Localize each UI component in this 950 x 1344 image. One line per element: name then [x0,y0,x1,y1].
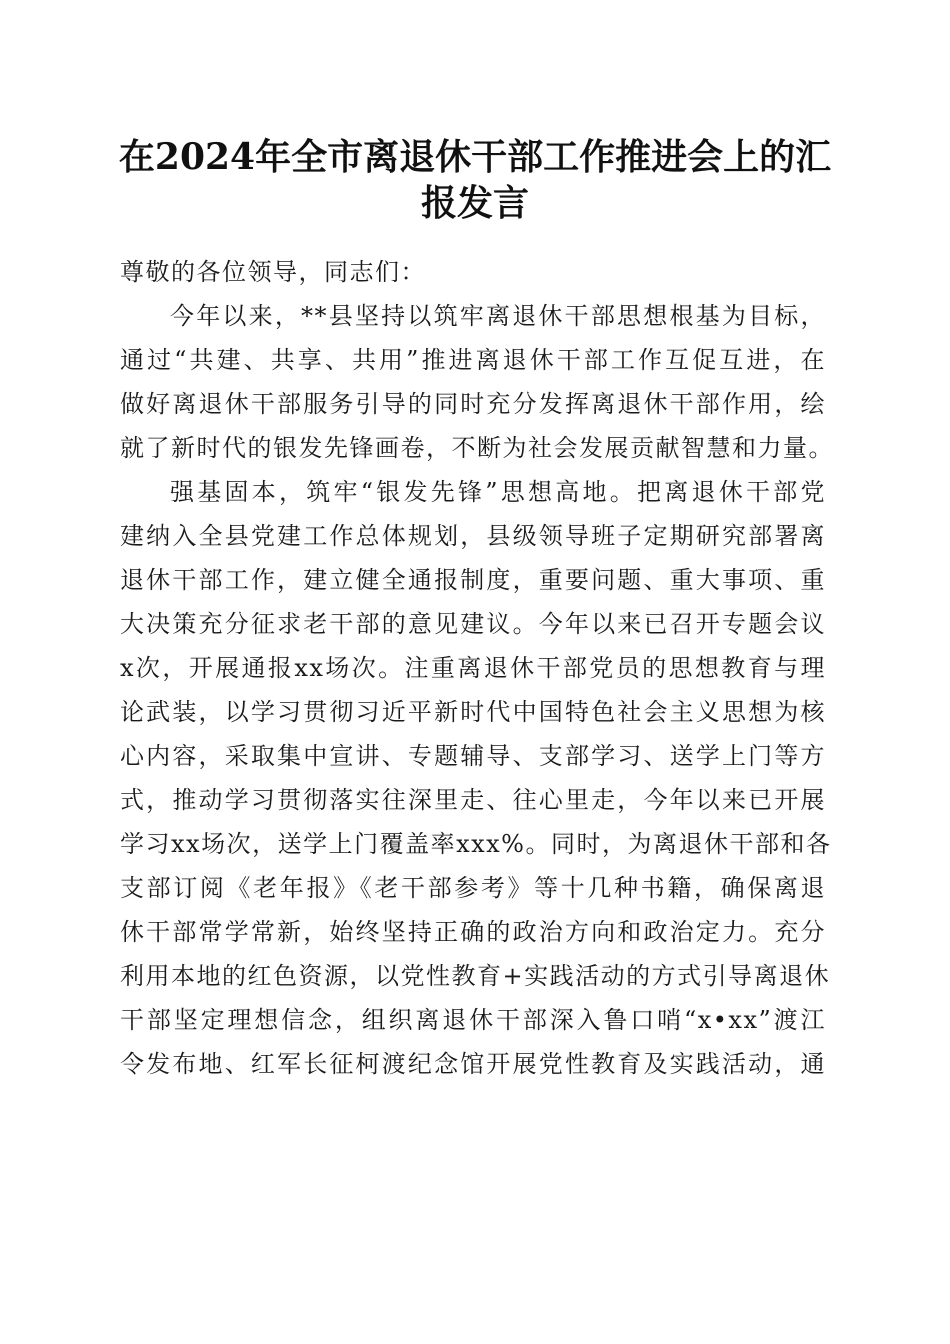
paragraph-line: 式，推动学习贯彻落实往深里走、往心里走，今年以来已开展 [120,786,826,814]
title-line-1: 在2024年全市离退休干部工作推进会上的汇 [118,136,832,178]
salutation: 尊敬的各位领导，同志们： [120,258,426,286]
title-line-2: 报发言 [420,182,529,224]
paragraph-line: 干部坚定理想信念，组织离退休干部深入鲁口哨“x•xx”渡江 [120,1006,826,1034]
paragraph-line: 就了新时代的银发先锋画卷，不断为社会发展贡献智慧和力量。 [120,434,834,462]
paragraph-line: 学习xx场次，送学上门覆盖率xxx%。同时，为离退休干部和各 [120,830,832,858]
paragraph-line: 强基固本，筑牢“银发先锋”思想高地。把离退休干部党 [170,478,826,506]
paragraph-2 [120,470,832,1086]
document-body [120,250,834,1086]
paragraph-line: 通过“共建、共享、共用”推进离退休干部工作互促互进，在 [120,346,826,374]
paragraph-line: 令发布地、红军长征柯渡纪念馆开展党性教育及实践活动，通 [120,1050,826,1078]
paragraph-line: 利用本地的红色资源，以党性教育+实践活动的方式引导离退休 [120,962,831,990]
paragraph-line: 做好离退休干部服务引导的同时充分发挥离退休干部作用，绘 [120,390,826,418]
paragraph-line: 心内容，采取集中宣讲、专题辅导、支部学习、送学上门等方 [120,742,826,770]
paragraph-line: 建纳入全县党建工作总体规划，县级领导班子定期研究部署离 [120,522,826,550]
paragraph-line: 大决策充分征求老干部的意见建议。今年以来已召开专题会议 [120,610,826,638]
paragraph-line: 支部订阅《老年报》《老干部参考》等十几种书籍，确保离退 [120,874,826,902]
paragraph-line: x次，开展通报xx场次。注重离退休干部党员的思想教育与理 [120,654,826,682]
paragraph-line: 论武装，以学习贯彻习近平新时代中国特色社会主义思想为核 [120,698,826,726]
paragraph-1 [120,294,834,470]
paragraph-line: 休干部常学常新，始终坚持正确的政治方向和政治定力。充分 [120,918,826,946]
paragraph-line: 今年以来，**县坚持以筑牢离退休干部思想根基为目标， [170,302,826,330]
paragraph-line: 退休干部工作，建立健全通报制度，重要问题、重大事项、重 [120,566,826,594]
document-title [118,134,832,226]
